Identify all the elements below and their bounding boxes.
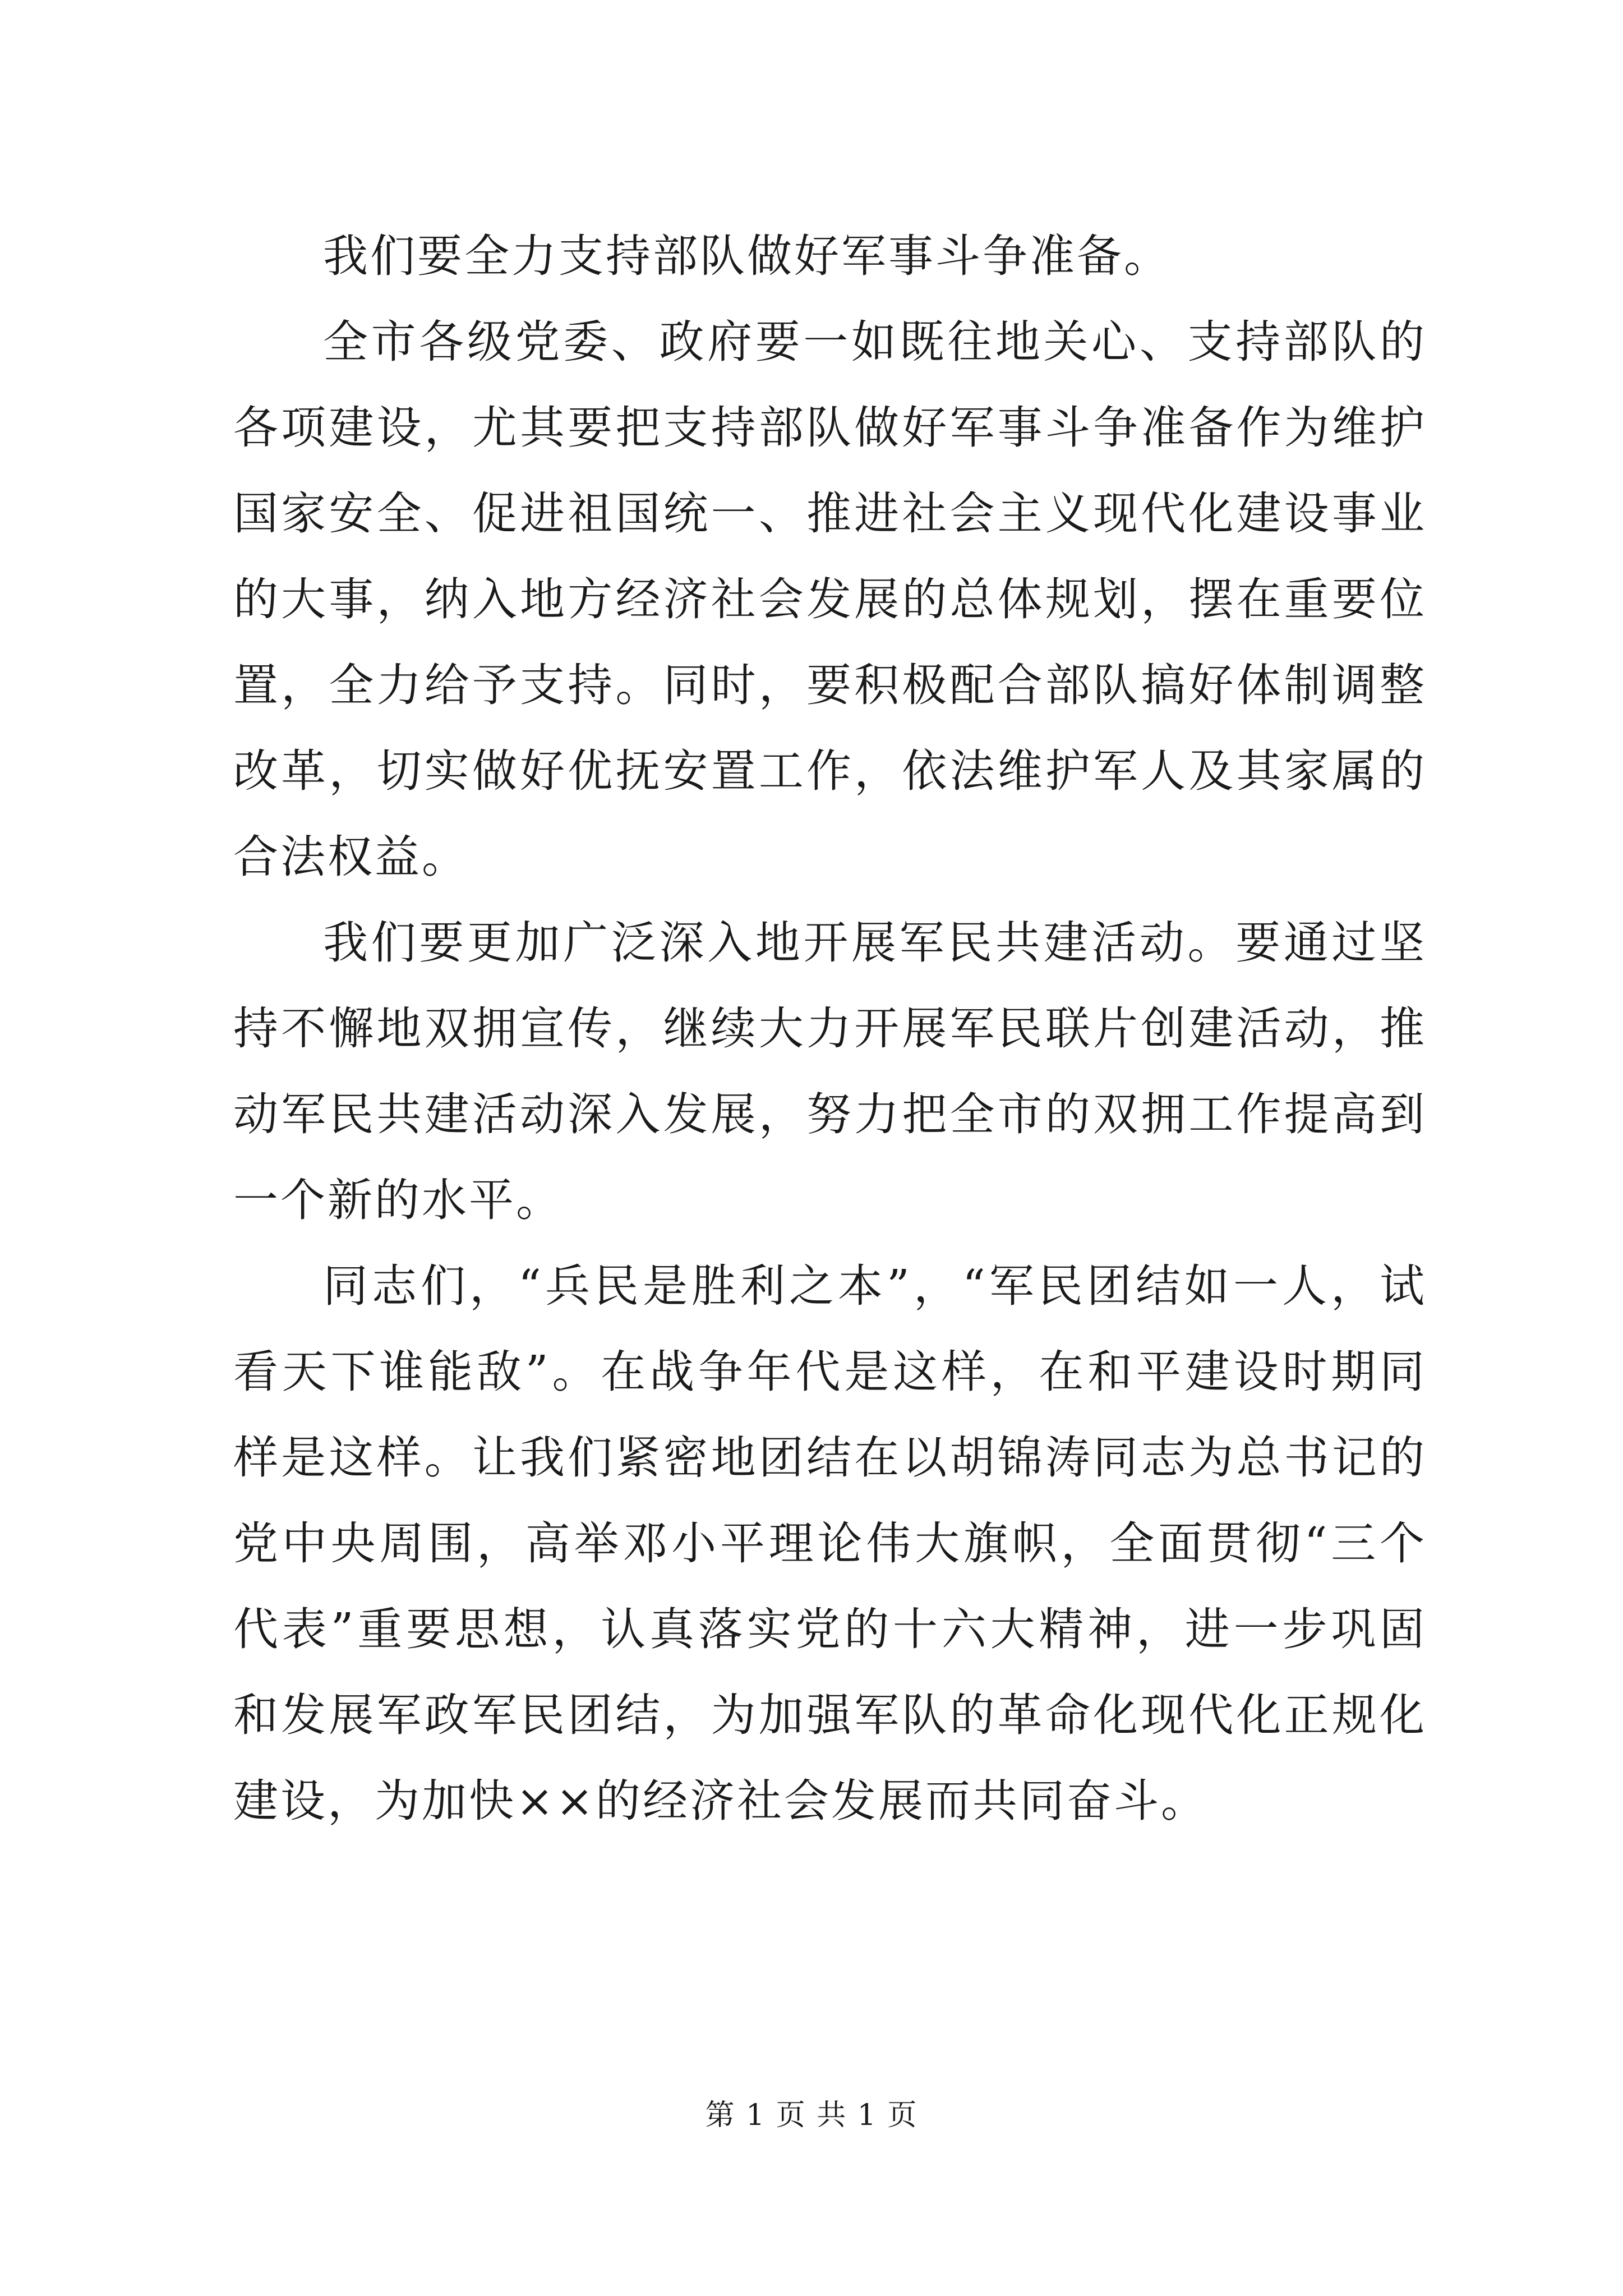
paragraph: 我们要全力支持部队做好军事斗争准备。: [323, 230, 1171, 282]
document-body: [233, 213, 1427, 1844]
paragraph: 全市各级党委、政府要一如既往地关心、支持部队的各项建设，尤其要把支持部队做好军事斗争准备作为维护国家安全、促进祖国统一、推进社会主义现代化建设事业的大事，纳入地方经济社会发展的总体规划，摆在重要位置，全力给予支持。同时，要积极配合部队搞好体制调整改革，切实做好优抚安置工作，依法维护军人及其家属的合法权益。: [233, 316, 1427, 883]
paragraph: 同志们，“兵民是胜利之本”，“军民团结如一人，试看天下谁能敌”。在战争年代是这样，在和平建设时期同样是这样。让我们紧密地团结在以胡锦涛同志为总书记的党中央周围，高举邓小平理论伟大旗帜，全面贯彻“三个代表”重要思想，认真落实党的十六大精神，进一步巩固和发展军政军民团结，为加强军队的革命化现代化正规化建设，为加快××的经济社会发展而共同奋斗。: [233, 1260, 1427, 1827]
page-footer: 第 1 页 共 1 页: [705, 2099, 918, 2132]
paragraph: 我们要更加广泛深入地开展军民共建活动。要通过坚持不懈地双拥宣传，继续大力开展军民联片创建活动，推动军民共建活动深入发展，努力把全市的双拥工作提高到一个新的水平。: [233, 917, 1427, 1226]
